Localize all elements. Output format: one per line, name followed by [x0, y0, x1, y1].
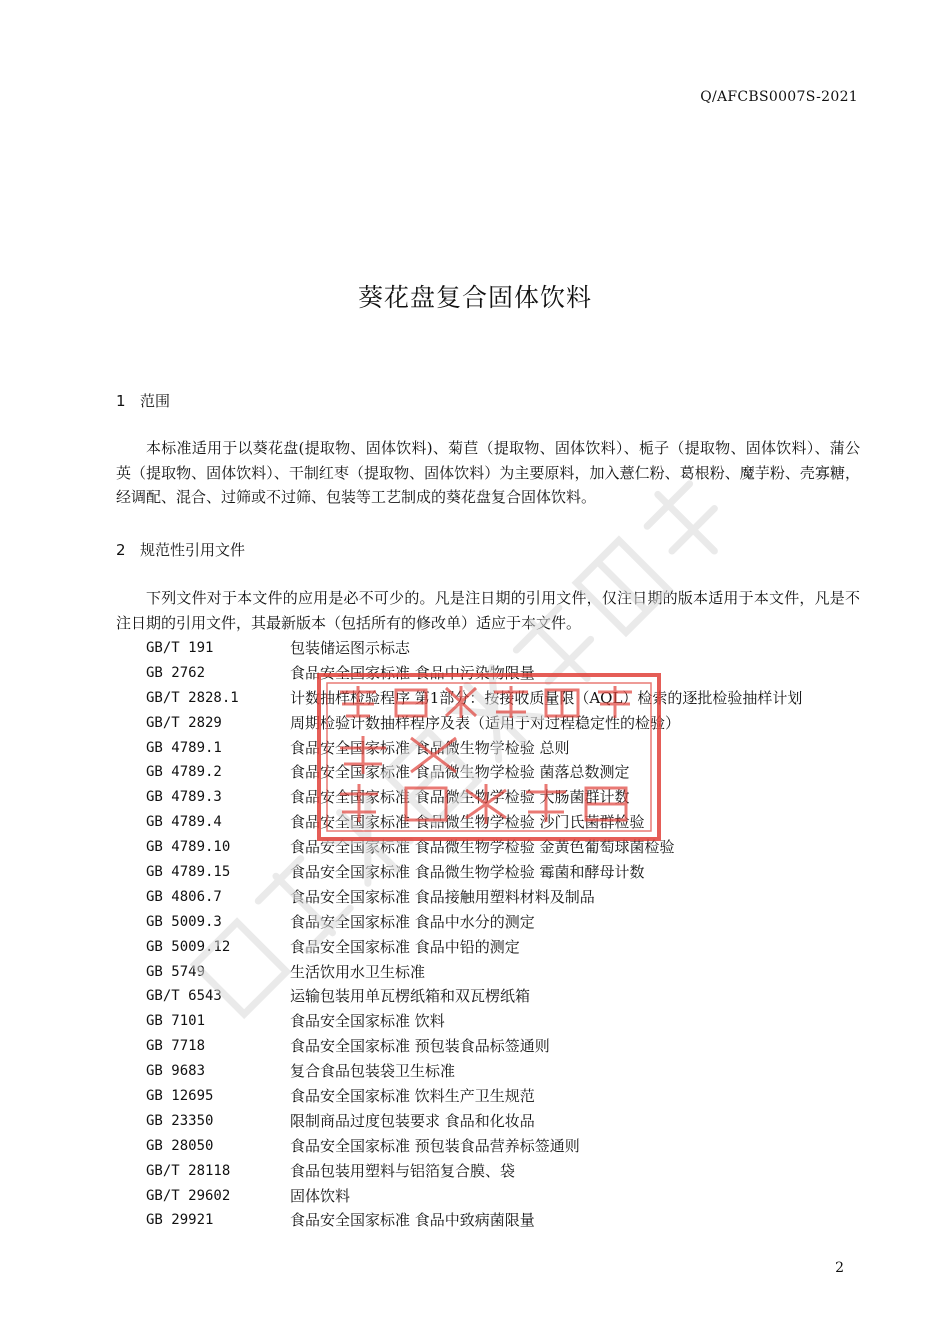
- reference-row: [146, 885, 866, 910]
- section-2-paragraph: 下列文件对于本文件的应用是必不可少的。凡是注日期的引用文件，仅注日期的版本适用于本文件，凡是不注日期的引用文件，其最新版本（包括所有的修改单）适应于本文件。: [116, 589, 860, 632]
- reference-row: [146, 1034, 866, 1059]
- reference-title: 运输包装用单瓦楞纸箱和双瓦楞纸箱: [290, 987, 531, 1006]
- reference-row: [146, 1084, 866, 1109]
- reference-row: [146, 1184, 866, 1209]
- section-1-heading: [116, 390, 170, 411]
- reference-code: GB/T 29602: [146, 1187, 231, 1204]
- reference-code: GB 4789.3: [146, 789, 222, 806]
- reference-row: [146, 711, 866, 736]
- reference-title: 复合食品包装袋卫生标准: [290, 1062, 456, 1081]
- reference-title: 食品安全国家标准 食品接触用塑料材料及制品: [290, 887, 595, 906]
- reference-title: 限制商品过度包装要求 食品和化妆品: [290, 1111, 535, 1130]
- reference-title: 生活饮用水卫生标准: [290, 962, 426, 981]
- reference-code: GB 4789.2: [146, 764, 222, 781]
- section-2-heading: [116, 539, 245, 560]
- reference-title: 食品安全国家标准 饮料生产卫生规范: [290, 1087, 535, 1106]
- section-1-title: 范围: [140, 392, 171, 410]
- reference-code: GB 4789.10: [146, 839, 231, 856]
- reference-title: 固体饮料: [290, 1186, 351, 1205]
- reference-code: GB 4789.1: [146, 739, 222, 756]
- section-1-paragraph: 本标准适用于以葵花盘(提取物、固体饮料)、菊苣（提取物、固体饮料）、栀子（提取物、固体饮料）、蒲公英（提取物、固体饮料）、干制红枣（提取物、固体饮料）为主要原料，加入薏仁粉、葛根粉、魔芋粉、壳寡糖，经调配、混合、过筛或不过筛、包装等工艺制成的葵花盘复合固体饮料。: [116, 439, 860, 506]
- reference-code: GB 12695: [146, 1088, 214, 1105]
- reference-code: GB/T 191: [146, 640, 214, 656]
- reference-row: [146, 835, 866, 860]
- section-2-title: 规范性引用文件: [140, 541, 246, 559]
- reference-title: 包装储运图示标志: [290, 639, 411, 657]
- reference-title: 食品安全国家标准 食品中铅的测定: [290, 937, 520, 956]
- reference-code: GB/T 6543: [146, 988, 222, 1005]
- reference-title: 食品安全国家标准 食品微生物学检验 菌落总数测定: [290, 763, 630, 782]
- reference-title: 计数抽样检验程序 第1部分：按接收质量限（AQL）检索的逐批检验抽样计划: [290, 688, 803, 707]
- reference-row: [146, 984, 866, 1009]
- reference-title: 食品安全国家标准 食品中水分的测定: [290, 912, 535, 931]
- reference-row: [146, 935, 866, 960]
- reference-code: GB 29921: [146, 1212, 214, 1229]
- reference-row: [146, 1059, 866, 1084]
- reference-row: [146, 1109, 866, 1134]
- reference-title: 食品安全国家标准 预包装食品标签通则: [290, 1037, 550, 1056]
- document-code: Q/AFCBS0007S-2021: [700, 89, 858, 105]
- page-number: 2: [835, 1260, 844, 1276]
- reference-title: 食品安全国家标准 饮料: [290, 1012, 445, 1031]
- reference-title: 食品安全国家标准 食品微生物学检验 总则: [290, 738, 570, 757]
- reference-row: [146, 860, 866, 885]
- reference-title: 食品安全国家标准 食品中致病菌限量: [290, 1211, 535, 1230]
- reference-code: GB 9683: [146, 1063, 206, 1080]
- reference-code: GB 4789.4: [146, 814, 222, 831]
- reference-title: 食品安全国家标准 预包装食品营养标签通则: [290, 1136, 580, 1155]
- reference-code: GB 5009.12: [146, 938, 231, 955]
- reference-row: [146, 810, 866, 835]
- reference-row: [146, 760, 866, 785]
- reference-code: GB 28050: [146, 1137, 214, 1154]
- reference-row: [146, 960, 866, 985]
- reference-code: GB 4789.15: [146, 864, 231, 881]
- reference-code: GB 4806.7: [146, 888, 222, 905]
- reference-code: GB 5009.3: [146, 913, 222, 930]
- reference-row: [146, 1159, 866, 1184]
- reference-title: 食品包装用塑料与铝箔复合膜、袋: [290, 1161, 516, 1180]
- reference-title: 食品安全国家标准 食品中污染物限量: [290, 663, 535, 682]
- reference-code: GB 5749: [146, 963, 206, 980]
- normative-reference-list: [146, 636, 866, 1233]
- reference-row: [146, 1208, 866, 1233]
- section-2-number: 2: [116, 541, 126, 559]
- reference-code: GB/T 2829: [146, 714, 222, 731]
- reference-title: 食品安全国家标准 食品微生物学检验 霉菌和酵母计数: [290, 863, 645, 882]
- reference-title: 周期检验计数抽样程序及表（适用于对过程稳定性的检验）: [290, 713, 681, 732]
- reference-code: GB 7101: [146, 1013, 206, 1030]
- reference-code: GB 23350: [146, 1112, 214, 1129]
- reference-row: [146, 910, 866, 935]
- reference-row: [146, 736, 866, 761]
- reference-code: GB 2762: [146, 664, 206, 681]
- reference-title: 食品安全国家标准 食品微生物学检验 大肠菌群计数: [290, 788, 630, 807]
- reference-row: [146, 636, 866, 661]
- section-1-number: 1: [116, 392, 126, 410]
- reference-row: [146, 1009, 866, 1034]
- reference-code: GB/T 2828.1: [146, 689, 239, 706]
- reference-code: GB/T 28118: [146, 1162, 231, 1179]
- reference-title: 食品安全国家标准 食品微生物学检验 沙门氏菌群检验: [290, 813, 645, 832]
- reference-title: 食品安全国家标准 食品微生物学检验 金黄色葡萄球菌检验: [290, 838, 675, 857]
- reference-row: [146, 1134, 866, 1159]
- reference-row: [146, 785, 866, 810]
- reference-code: GB 7718: [146, 1038, 206, 1055]
- document-title: 葵花盘复合固体饮料: [357, 283, 592, 312]
- reference-row: [146, 661, 866, 686]
- reference-row: [146, 686, 866, 711]
